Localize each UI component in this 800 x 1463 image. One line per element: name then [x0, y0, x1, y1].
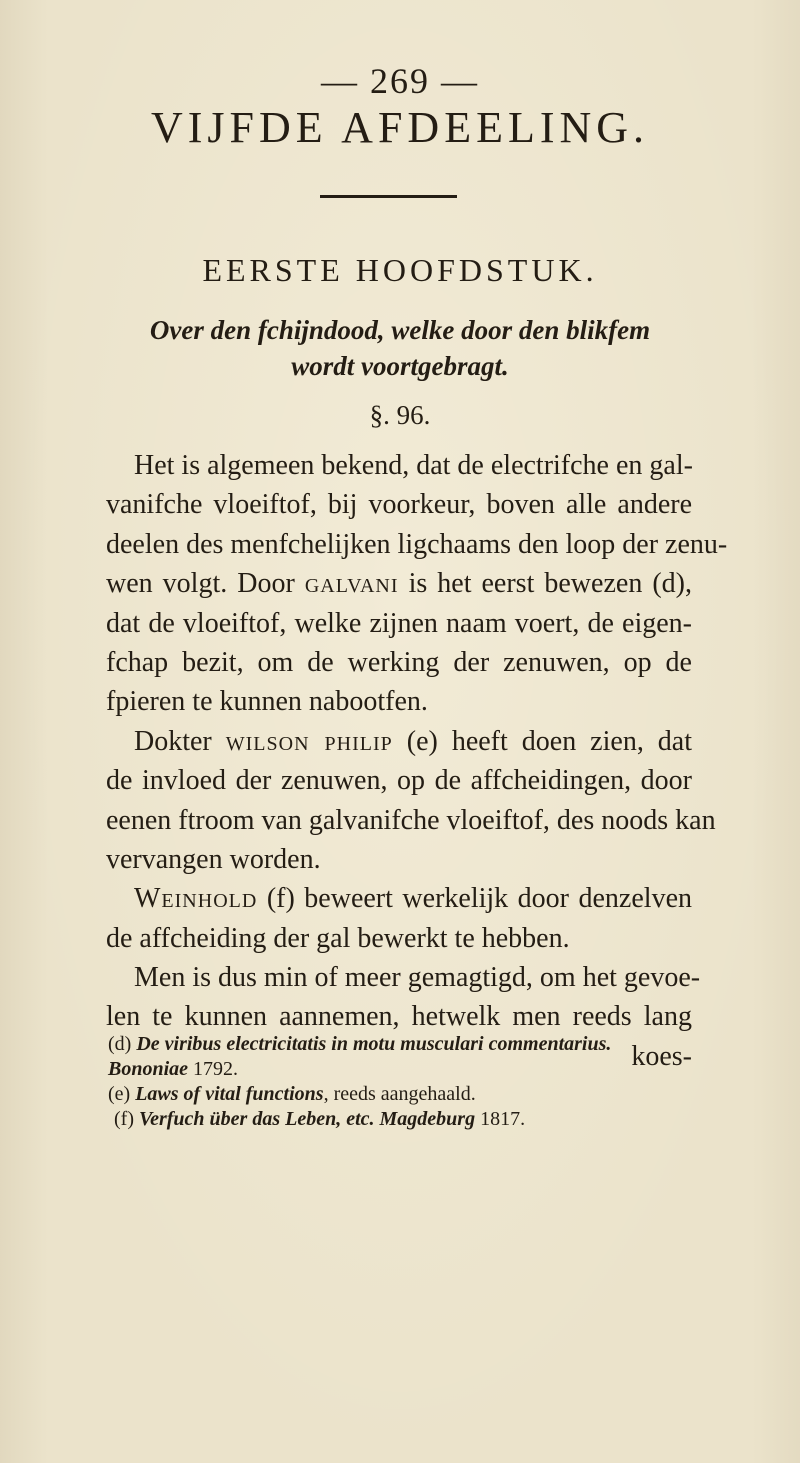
- author-name: galvani: [304, 568, 399, 600]
- title-divider: [320, 195, 457, 198]
- body-line: de affcheiding der gal bewerkt te hebben.: [106, 922, 570, 954]
- body-line: eenen ftroom van galvanifche vloeiftof, des noods kan: [106, 804, 716, 836]
- part-title: VIJFDE AFDEELING.: [150, 103, 650, 152]
- body-line: vervangen worden.: [106, 843, 321, 875]
- footnote-e: (e) Laws of vital functions, reeds aangehaald.: [108, 1083, 476, 1105]
- footnotes: [108, 1032, 708, 1132]
- chapter-title: EERSTE HOOFDSTUK.: [202, 252, 598, 288]
- footnote-d-cont: Bononiae 1792.: [108, 1058, 239, 1080]
- body-text: [106, 446, 728, 1076]
- body-line: fchap bezit, om de werking der zenuwen, op de: [106, 646, 692, 678]
- subtitle-line-1: Over den fchijndood, welke door den blikfem: [149, 315, 651, 345]
- body-line: Weinhold (f) beweert werkelijk door denzelven: [134, 883, 692, 915]
- footnote-d: (d) De viribus electricitatis in motu musculari commentarius.: [108, 1033, 612, 1055]
- body-line: wen volgt. Door galvani is het eerst bewezen (d),: [106, 568, 692, 600]
- subtitle-line-2: wordt voortgebragt.: [291, 351, 509, 381]
- body-line: Dokter wilson philip (e) heeft doen zien, dat: [134, 725, 693, 757]
- author-name: Weinhold: [134, 883, 258, 915]
- body-line: Men is dus min of meer gemagtigd, om het gevoe-: [134, 962, 701, 994]
- body-line: len te kunnen aannemen, hetwelk men reeds lang: [106, 1001, 692, 1033]
- footnote-f: (f) Verfuch über das Leben, etc. Magdeburg 1817.: [114, 1108, 526, 1130]
- page-number: — 269 —: [321, 61, 479, 101]
- author-name: wilson philip: [225, 725, 393, 757]
- body-line: deelen des menfchelijken ligchaams den loop der zenu-: [106, 528, 728, 560]
- catchword: koes-: [631, 1040, 692, 1072]
- body-line: Het is algemeen bekend, dat de electrifche en gal-: [134, 450, 693, 481]
- chapter-subtitle: [0, 312, 800, 384]
- body-line: fpieren te kunnen nabootfen.: [106, 686, 428, 718]
- section-heading: §. 96.: [369, 400, 431, 430]
- body-line: vanifche vloeiftof, bij voorkeur, boven alle andere: [106, 489, 692, 521]
- body-line: de invloed der zenuwen, op de affcheidingen, door: [106, 765, 692, 797]
- body-line: dat de vloeiftof, welke zijnen naam voert, de eigen-: [106, 607, 692, 639]
